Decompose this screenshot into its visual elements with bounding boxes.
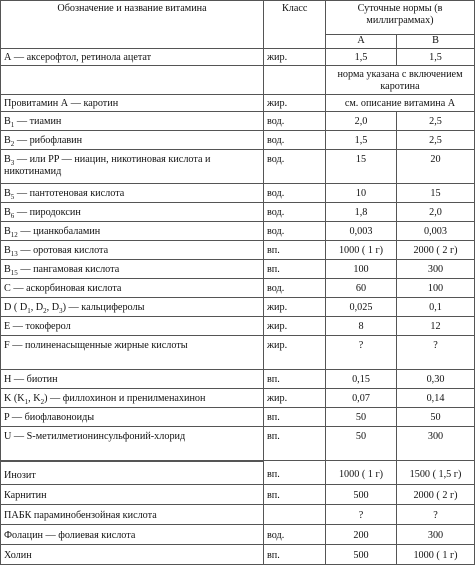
vitamin-subscript: 12 <box>10 231 18 240</box>
norm-a: 1,5 <box>326 131 397 150</box>
norm-b: 300 <box>397 525 475 545</box>
vitamin-name <box>1 370 264 389</box>
table-row <box>1 241 475 260</box>
vitamin-class: вп. <box>264 485 326 505</box>
vitamin-name-part: — пиродоксин <box>14 207 81 218</box>
vitamin-name-part: — оротовая кислота <box>17 245 109 256</box>
table-row <box>1 260 475 279</box>
vitamin-name-part: H <box>4 374 12 385</box>
vitamin-class: вп. <box>264 408 326 427</box>
norm-a: 100 <box>326 260 397 279</box>
vitamin-name-part: — S-метилметионинсульфоний-хлорид <box>11 431 186 442</box>
vitamin-class: вод. <box>264 131 326 150</box>
vitamin-name <box>1 279 264 298</box>
vitamin-name-part: B <box>4 154 11 165</box>
vitamin-class: вп. <box>264 260 326 279</box>
vitamin-class: вод. <box>264 112 326 131</box>
vitamin-name-part: P <box>4 412 10 423</box>
norm-a: 1,5 <box>326 49 397 66</box>
vitamin-class: жир. <box>264 389 326 408</box>
norm-a: 50 <box>326 408 397 427</box>
vitamin-subscript: 2 <box>43 307 47 316</box>
table-row <box>1 461 475 485</box>
header-col-b: В <box>397 35 475 49</box>
norm-b: 100 <box>397 279 475 298</box>
norm-b: 12 <box>397 317 475 336</box>
table-row <box>1 222 475 241</box>
vitamin-name: Фолацин — фолиевая кислота <box>1 525 264 545</box>
vitamin-name-part: C <box>4 283 11 294</box>
vitamin-name-part: — цианкобаламин <box>17 226 101 237</box>
vitamin-name <box>1 184 264 203</box>
norm-b: 0,1 <box>397 298 475 317</box>
norm-a: 500 <box>326 545 397 565</box>
vitamin-name-part: — или PP — ниацин, никотиновая кислота и никотинамид <box>4 154 211 177</box>
vitamin-name-part: B <box>4 116 11 127</box>
vitamin-name <box>1 260 264 279</box>
table-row <box>1 112 475 131</box>
vitamin-name-part: B <box>4 207 11 218</box>
vitamin-name-part: K (K <box>4 393 25 404</box>
norm-a: 60 <box>326 279 397 298</box>
vitamin-class: вп. <box>264 461 326 485</box>
norm-a: 2,0 <box>326 112 397 131</box>
vitamin-class: вп. <box>264 427 326 461</box>
table-row <box>1 389 475 408</box>
vitamin-name-part: — тиамин <box>14 116 62 127</box>
vitamin-name <box>1 336 264 370</box>
header-norms: Суточные нормы (в миллиграммах) <box>326 1 475 35</box>
table-row <box>1 336 475 370</box>
norm-b: ? <box>397 505 475 525</box>
header-col-a: А <box>326 35 397 49</box>
norm-a: 50 <box>326 427 397 461</box>
norm-b: 15 <box>397 184 475 203</box>
norm-a: 1000 ( 1 г) <box>326 461 397 485</box>
norm-a: 0,025 <box>326 298 397 317</box>
vitamin-name-part: — аскорбиновая кислота <box>10 283 122 294</box>
vitamin-class: вод. <box>264 184 326 203</box>
vitamin-subscript: 6 <box>10 212 15 221</box>
vitamin-name <box>1 112 264 131</box>
table-row <box>1 408 475 427</box>
vitamin-name-part: — биофлавоноиды <box>9 412 95 423</box>
vitamin-subscript: 3 <box>59 307 63 316</box>
table-row <box>1 131 475 150</box>
norm-b: 2,0 <box>397 203 475 222</box>
vitamin-name <box>1 131 264 150</box>
norm-a: ? <box>326 336 397 370</box>
vitamin-name-part: U <box>4 431 12 442</box>
norm-b: 1,5 <box>397 49 475 66</box>
table-row <box>1 203 475 222</box>
vitamin-name <box>1 317 264 336</box>
vitamin-name <box>1 241 264 260</box>
norm-b: 20 <box>397 150 475 184</box>
vitamin-name <box>1 389 264 408</box>
vitamin-subscript: 1 <box>10 121 15 130</box>
vitamin-class: вод. <box>264 150 326 184</box>
norm-a: 1,8 <box>326 203 397 222</box>
norm-a: 0,15 <box>326 370 397 389</box>
norm-b: 300 <box>397 427 475 461</box>
vitamin-subscript: 15 <box>10 269 18 278</box>
norm-ab: см. описание витамина А <box>326 95 475 112</box>
vitamin-name-part: — пантотеновая кислота <box>14 188 125 199</box>
vitamin-class: вод. <box>264 203 326 222</box>
vitamin-name-part: , D <box>46 302 60 313</box>
table-row <box>1 370 475 389</box>
norm-a: 1000 ( 1 г) <box>326 241 397 260</box>
vitamin-name: А — аксерофтол, ретинола ацетат <box>1 49 264 66</box>
table-row <box>1 298 475 317</box>
vitamin-name-part: B <box>4 264 11 275</box>
norm-b: 50 <box>397 408 475 427</box>
vitamin-name <box>1 203 264 222</box>
vitamin-class: вод. <box>264 525 326 545</box>
vitamin-class: жир. <box>264 49 326 66</box>
norm-a: 200 <box>326 525 397 545</box>
vitamin-name-part: ) — кальциферолы <box>62 302 145 313</box>
vitamin-name-part: , D <box>30 302 44 313</box>
norm-a: 500 <box>326 485 397 505</box>
table-row <box>1 525 475 545</box>
norm-b: 0,30 <box>397 370 475 389</box>
vitamin-name-part: — рибофлавин <box>14 135 83 146</box>
table-row <box>1 279 475 298</box>
vitamin-name-part: F <box>4 340 10 351</box>
norm-b: 1500 ( 1,5 г) <box>397 461 475 485</box>
norm-b: 0,14 <box>397 389 475 408</box>
vitamin-subscript: 3 <box>10 159 15 168</box>
vitamin-class: жир. <box>264 336 326 370</box>
vitamin-name: Холин <box>1 545 264 565</box>
vitamin-name <box>1 150 264 184</box>
vitamin-class: вп. <box>264 370 326 389</box>
norm-a: 0,003 <box>326 222 397 241</box>
vitamin-subscript: 2 <box>10 140 15 149</box>
vitamin-name-part: — токоферол <box>10 321 71 332</box>
header-class: Класс <box>264 1 326 49</box>
vitamin-name-part: ) — филлохинон и пренилменахинон <box>44 393 206 404</box>
header-name: Обозначение и название витамина <box>1 1 264 49</box>
norm-a: 8 <box>326 317 397 336</box>
vitamin-name-part: B <box>4 135 11 146</box>
norm-b: 2,5 <box>397 112 475 131</box>
vitamin-subscript: 5 <box>10 193 15 202</box>
table-row <box>1 485 475 505</box>
table-row <box>1 150 475 184</box>
vitamin-name-part: , K <box>28 393 41 404</box>
vitamin-subscript: 1 <box>24 398 29 407</box>
vitamin-subscript: 2 <box>40 398 45 407</box>
vitamin-class <box>264 505 326 525</box>
norm-b: 2,5 <box>397 131 475 150</box>
vitamin-class: жир. <box>264 317 326 336</box>
table-row <box>1 317 475 336</box>
norm-a: 0,07 <box>326 389 397 408</box>
vitamin-class: вод. <box>264 222 326 241</box>
vitamin-name <box>1 222 264 241</box>
norm-b: 1000 ( 1 г) <box>397 545 475 565</box>
vitamin-name: Провитамин А — каротин <box>1 95 264 112</box>
table-row <box>1 184 475 203</box>
norm-a: 10 <box>326 184 397 203</box>
vitamin-name <box>1 298 264 317</box>
norm-b: ? <box>397 336 475 370</box>
table-row <box>1 49 475 66</box>
note-text: норма указана с включением каротина <box>326 66 475 95</box>
vitamin-name <box>1 427 264 461</box>
vitamin-subscript: 1 <box>27 307 31 316</box>
vitamin-name-part: B <box>4 245 11 256</box>
norm-b: 2000 ( 2 г) <box>397 241 475 260</box>
vitamin-class: жир. <box>264 298 326 317</box>
vitamin-name-part: B <box>4 226 11 237</box>
vitamin-name-part: E <box>4 321 11 332</box>
vitamin-name: ПАБК параминобензойная кислота <box>1 505 264 525</box>
norm-b: 2000 ( 2 г) <box>397 485 475 505</box>
vitamin-name-part: — биотин <box>11 374 58 385</box>
norm-a: 15 <box>326 150 397 184</box>
norm-b: 0,003 <box>397 222 475 241</box>
vitamin-name: Инозит <box>1 461 264 485</box>
vitamin-class: жир. <box>264 95 326 112</box>
vitamin-name-part: — пангамовая кислота <box>17 264 120 275</box>
table-row <box>1 95 475 112</box>
vitamin-class: вод. <box>264 279 326 298</box>
table-row <box>1 505 475 525</box>
vitamin-name <box>1 408 264 427</box>
vitamin-name-part: D ( D <box>4 302 28 313</box>
norm-b: 300 <box>397 260 475 279</box>
vitamin-name-part: — полиненасыщенные жирные кислоты <box>9 340 188 351</box>
vitamin-name: Карнитин <box>1 485 264 505</box>
vitamin-name-part: B <box>4 188 11 199</box>
vitamin-class: вп. <box>264 545 326 565</box>
norm-a: ? <box>326 505 397 525</box>
vitamin-class: вп. <box>264 241 326 260</box>
table-row <box>1 427 475 461</box>
vitamin-subscript: 13 <box>10 250 18 259</box>
